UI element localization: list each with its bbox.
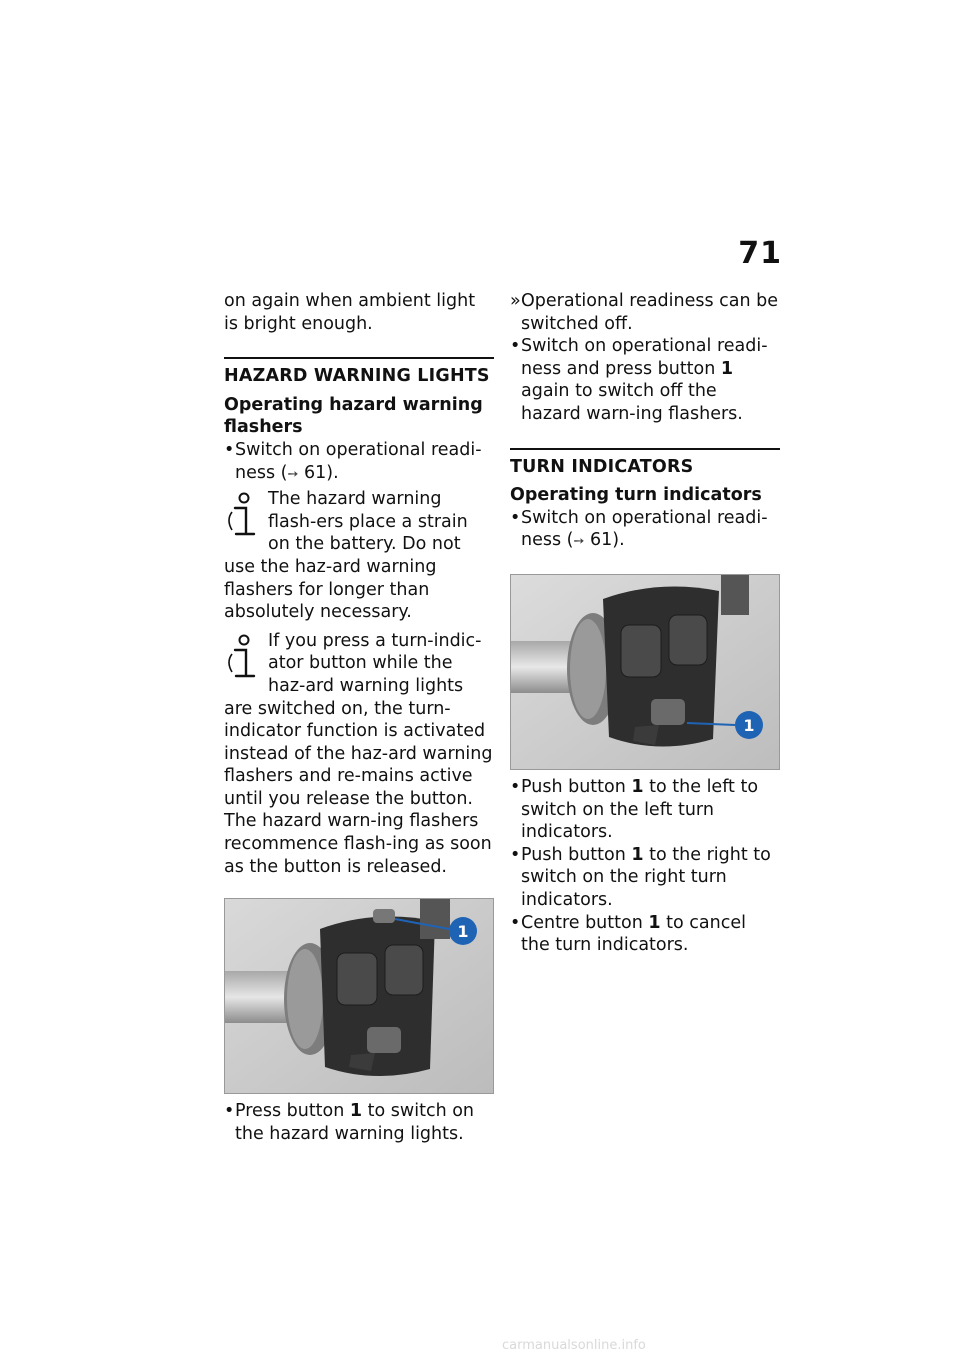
list-item xyxy=(224,1100,494,1145)
note-text: The hazard warning flash-ers place a strain on the battery. Do not use the haz-ard warning flashers for longer than absolutely necessary. xyxy=(224,489,468,623)
bullet-text: again to switch off the hazard warn-ing flashers. xyxy=(521,381,743,424)
result-arrow-icon: » xyxy=(510,291,521,311)
bullet-text: Switch on operational readi-ness ( xyxy=(521,507,768,551)
bullet-text: to switch on the hazard warning lights. xyxy=(235,1101,475,1144)
section-divider xyxy=(224,357,494,359)
list-item xyxy=(510,776,780,844)
info-note xyxy=(224,630,494,879)
bullet-text: to the left to switch on the left turn indicators. xyxy=(521,776,759,843)
list-item xyxy=(510,844,780,912)
bullet-text: Switch on operational readi-ness ( xyxy=(235,439,482,483)
list-item xyxy=(224,439,494,486)
page-reference-arrow-icon: ➙ xyxy=(287,466,299,482)
left-column xyxy=(224,290,494,1145)
bullet-text: to the right to switch on the right turn indicators. xyxy=(521,844,771,910)
bullet-icon: • xyxy=(224,439,235,460)
note-text: If you press a turn-indic-ator button while the haz-ard warning lights are switched on, the turn-indicator function is activated instead of the haz-ard warning flashers and re-mains active until you release the button. The hazard warn-ing flashers recommence flash-ing as soon as the button is released. xyxy=(224,630,493,877)
sub-heading-turn: Operating turn indicators xyxy=(510,485,762,506)
intro-text: on again when ambient light is bright enough. xyxy=(224,291,476,334)
turn-switch-photo xyxy=(510,574,780,770)
info-note xyxy=(224,488,494,624)
info-icon xyxy=(224,632,264,680)
list-item xyxy=(510,335,780,425)
bullet-text: Switch on operational readi-ness and press button xyxy=(521,336,768,379)
section-heading-hazard: HAZARD WARNING LIGHTS xyxy=(224,366,490,387)
bullet-icon: • xyxy=(510,844,521,865)
result-item xyxy=(510,290,780,335)
bullet-icon: • xyxy=(510,336,521,357)
page-number: 71 xyxy=(738,236,782,271)
page-reference[interactable]: 61 xyxy=(589,530,613,551)
button-reference: 1 xyxy=(648,912,661,933)
info-icon xyxy=(224,490,264,538)
button-reference: 1 xyxy=(349,1101,363,1122)
footer-watermark[interactable]: carmanualsonline.info xyxy=(502,1338,646,1353)
figure-callout: 1 xyxy=(743,715,755,735)
button-reference: 1 xyxy=(631,776,644,797)
bullet-icon: • xyxy=(510,912,521,933)
section-divider xyxy=(510,448,780,450)
list-item xyxy=(510,912,780,957)
section-heading-turn: TURN INDICATORS xyxy=(510,456,694,477)
button-reference: 1 xyxy=(720,358,734,379)
bullet-icon: • xyxy=(510,776,521,797)
figure-callout: 1 xyxy=(457,922,469,942)
bullet-icon: • xyxy=(510,507,521,528)
bullet-text: Press button xyxy=(235,1101,350,1122)
bullet-text: Push button xyxy=(521,844,632,865)
bullet-text-end: ). xyxy=(326,462,339,483)
bullet-text: to cancel the turn indicators. xyxy=(521,912,746,956)
page-reference-arrow-icon: ➙ xyxy=(573,534,585,550)
button-reference: 1 xyxy=(631,844,644,865)
result-text: Operational readiness can be switched off. xyxy=(521,291,779,334)
hazard-switch-photo xyxy=(224,898,494,1094)
bullet-icon: • xyxy=(224,1101,235,1122)
list-item xyxy=(510,507,780,554)
page-reference[interactable]: 61 xyxy=(303,462,327,483)
sub-heading-hazard: Operating hazard warning flashers xyxy=(224,394,483,438)
bullet-text-end: ). xyxy=(612,530,625,551)
bullet-text: Centre button xyxy=(521,912,649,933)
right-column xyxy=(510,290,780,957)
bullet-text: Push button xyxy=(521,776,632,797)
